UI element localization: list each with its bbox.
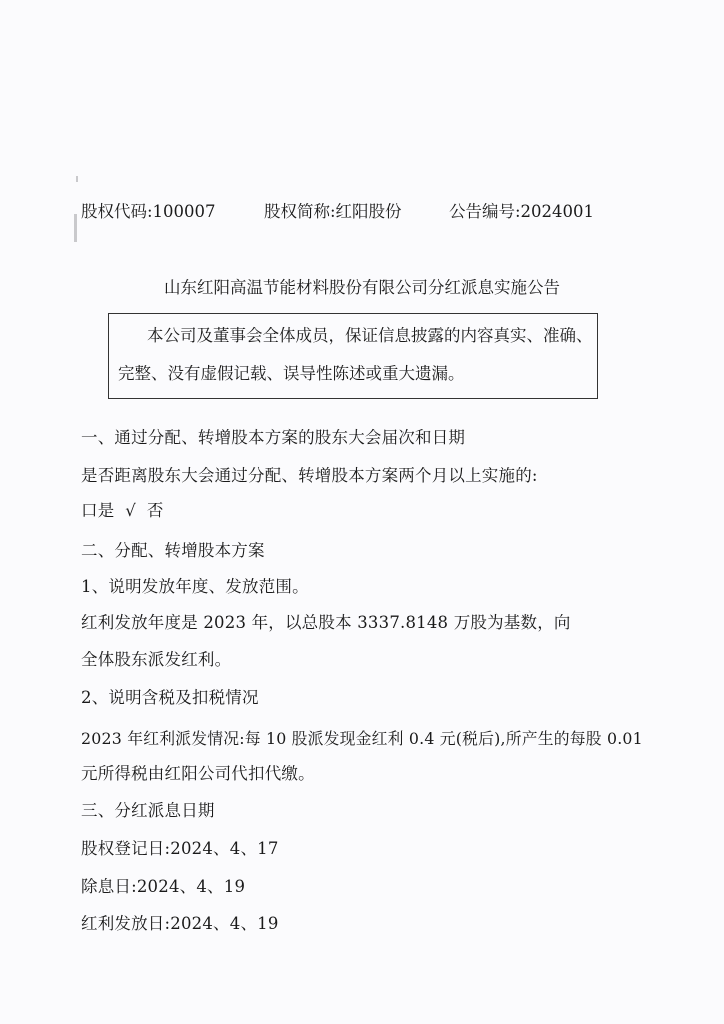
- section-1-question: 是否距离股东大会通过分配、转增股本方案两个月以上实施的:: [81, 466, 538, 485]
- section-2-item-1: 1、说明发放年度、发放范围。: [81, 577, 309, 596]
- section-1-answer: 口是 √ 否: [81, 501, 164, 520]
- section-2-item-1-text-1: 红利发放年度是 2023 年，以总股本 3337.8148 万股为基数，向: [81, 613, 571, 632]
- ex-dividend-date: 除息日:2024、4、19: [81, 877, 246, 896]
- scan-mark-left: [74, 214, 77, 242]
- section-1-heading: 一、通过分配、转增股本方案的股东大会届次和日期: [81, 428, 466, 447]
- statement-line-1: 本公司及董事会全体成员，保证信息披露的内容真实、准确、: [147, 326, 593, 345]
- section-2-item-2-text-2: 元所得税由红阳公司代扣代缴。: [81, 764, 315, 783]
- section-2-item-1-text-2: 全体股东派发红利。: [81, 650, 232, 669]
- section-2-item-2-text-1: 2023 年红利派发情况:每 10 股派发现金红利 0.4 元(税后),所产生的每股 0.01: [81, 729, 643, 748]
- stock-code: 股权代码:100007: [81, 202, 216, 221]
- scan-mark-left-small: [76, 176, 78, 182]
- statement-box: [108, 313, 598, 399]
- statement-line-2: 完整、没有虚假记载、误导性陈述或重大遗漏。: [118, 364, 465, 383]
- section-2-heading: 二、分配、转增股本方案: [81, 541, 265, 560]
- record-date: 股权登记日:2024、4、17: [81, 839, 279, 858]
- stock-abbreviation: 股权简称:红阳股份: [264, 202, 402, 221]
- dividend-payment-date: 红利发放日:2024、4、19: [81, 914, 279, 933]
- notice-number: 公告编号:2024001: [449, 202, 595, 221]
- section-3-heading: 三、分红派息日期: [81, 801, 215, 820]
- section-2-item-2: 2、说明含税及扣税情况: [81, 688, 259, 707]
- announcement-title: 山东红阳高温节能材料股份有限公司分红派息实施公告: [164, 278, 560, 297]
